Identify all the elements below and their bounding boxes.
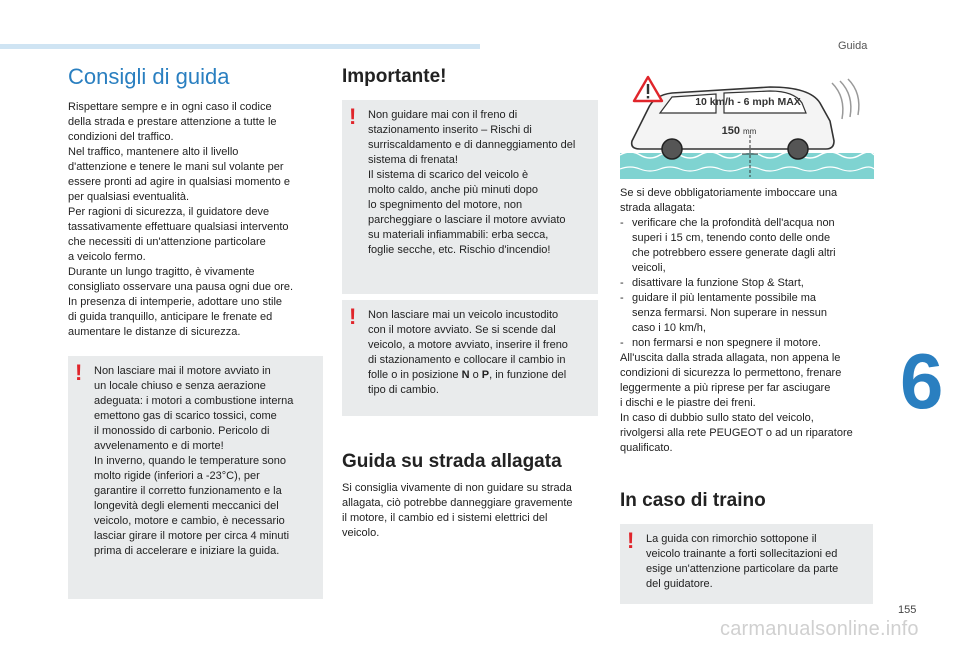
- depth-unit: mm: [743, 127, 757, 136]
- car-wheel: [662, 139, 682, 159]
- warning-icon: !: [627, 528, 635, 553]
- watermark: carmanualsonline.info: [720, 618, 919, 640]
- page-title: Consigli di guida: [68, 64, 230, 89]
- section-label: Guida: [838, 40, 868, 52]
- page-number: 155: [898, 604, 917, 616]
- flooded-road-list: [620, 216, 882, 351]
- warning-icon: !: [349, 104, 357, 129]
- exclamation-mark: [647, 96, 649, 98]
- warning-box-exhaust: [68, 356, 323, 599]
- flooded-road-illustration: [620, 73, 874, 179]
- car-wheel: [788, 139, 808, 159]
- warning-text: La guida con rimorchio sottopone il veicolo trainante a forti sollecitazioni ed esige un'attenzione particolare da parte del guidatore.: [646, 533, 839, 590]
- important-heading: Importante!: [342, 66, 447, 87]
- after-flooded-road-text: All'uscita dalla strada allagata, non appena le condizioni di sicurezza lo permettono, frenare leggermente a più riprese per far asciugare i dischi e le piastre dei freni. In caso di dubbio sullo stato del veicolo, rivolgersi alla rete PEUGEOT o ad un riparatore qualificato.: [620, 352, 853, 454]
- flooded-road-intro: Se si deve obbligatoriamente imboccare una strada allagata:: [620, 187, 838, 214]
- header-bar: [0, 44, 480, 49]
- list-item: - guidare il più lentamente possibile ma senza fermarsi. Non superare in nessun caso i 10 km/h,: [620, 292, 828, 334]
- warning-icon: !: [75, 360, 83, 385]
- warning-text: Non guidare mai con il freno di stazionamento inserito – Rischi di surriscaldamento e di danneggiamento del sistema di frenata! Il sistema di scarico del veicolo è molto caldo, anche più minuti dopo lo spegnimento del motore, non parcheggiare o lasciare il motore avviato su materiali infiammabili: erba secca, foglie secche, etc. Rischio d'incendio!: [368, 109, 576, 256]
- flooded-road-heading: Guida su strada allagata: [342, 451, 562, 472]
- towing-heading: In caso di traino: [620, 490, 766, 511]
- water-area: [620, 153, 874, 179]
- depth-value: 150: [721, 125, 740, 137]
- list-item: - disattivare la funzione Stop & Start,: [620, 277, 804, 289]
- warning-text: Non lasciare mai il motore avviato in un locale chiuso e senza aerazione adeguata: i motori a combustione interna emettono gas di scarico tossici, come il monossido di carbonio. Pericolo di avvelenamento e di morte! In inverno, quando le temperature sono molto rigide (inferiori a -23°C), per garantire il corretto funzionamento e la longevità degli elementi meccanici del veicolo, motore e cambio, è necessario lasciar girare il motore per circa 4 minuti prima di accelerare e iniziare la guida.: [94, 365, 294, 557]
- warning-box-unattended: [342, 300, 598, 416]
- exclamation-mark: [647, 84, 649, 94]
- flooded-road-text: Si consiglia vivamente di non guidare su strada allagata, ciò potrebbe danneggiare gravemente il motore, il cambio ed i sistemi elettrici del veicolo.: [342, 482, 573, 539]
- list-item: - non fermarsi e non spegnere il motore.: [620, 337, 821, 349]
- warning-icon: !: [349, 304, 357, 329]
- warning-box-parking-brake: [342, 100, 598, 294]
- list-item: - verificare che la profondità dell'acqua non superi i 15 cm, tenendo conto delle onde che potrebbero essere generate dagli altri veicoli,: [620, 217, 836, 274]
- driving-advice-text: Rispettare sempre e in ogni caso il codice della strada e prestare attenzione a tutte le condizioni del traffico. Nel traffico, mantenere alto il livello d'attenzione e tenere le mani sul volante per essere pronti ad agire in qualsiasi momento e per qualsiasi eventualità. Per ragioni di sicurezza, il guidatore deve tassativamente effettuare qualsiasi intervento che necessiti di un'attenzione particolare a veicolo fermo. Durante un lungo tragitto, è vivamente consigliato osservare una pausa ogni due ore. In presenza di intemperie, adottare uno stile di guida tranquillo, anticipare le frenate ed aumentare le distanze di sicurezza.: [68, 101, 294, 338]
- warning-box-towing: [620, 524, 873, 604]
- motion-lines-icon: [832, 83, 843, 119]
- speed-limit-label: 10 km/h - 6 mph MAX: [695, 96, 801, 108]
- warning-text: Non lasciare mai un veicolo incustodito con il motore avviato. Se si scende dal veicolo, a motore avviato, inserire il freno di stazionamento e collocare il cambio in folle o in posizione N o P, in funzione del tipo di cambio.: [368, 309, 568, 396]
- chapter-number: 6: [900, 337, 944, 425]
